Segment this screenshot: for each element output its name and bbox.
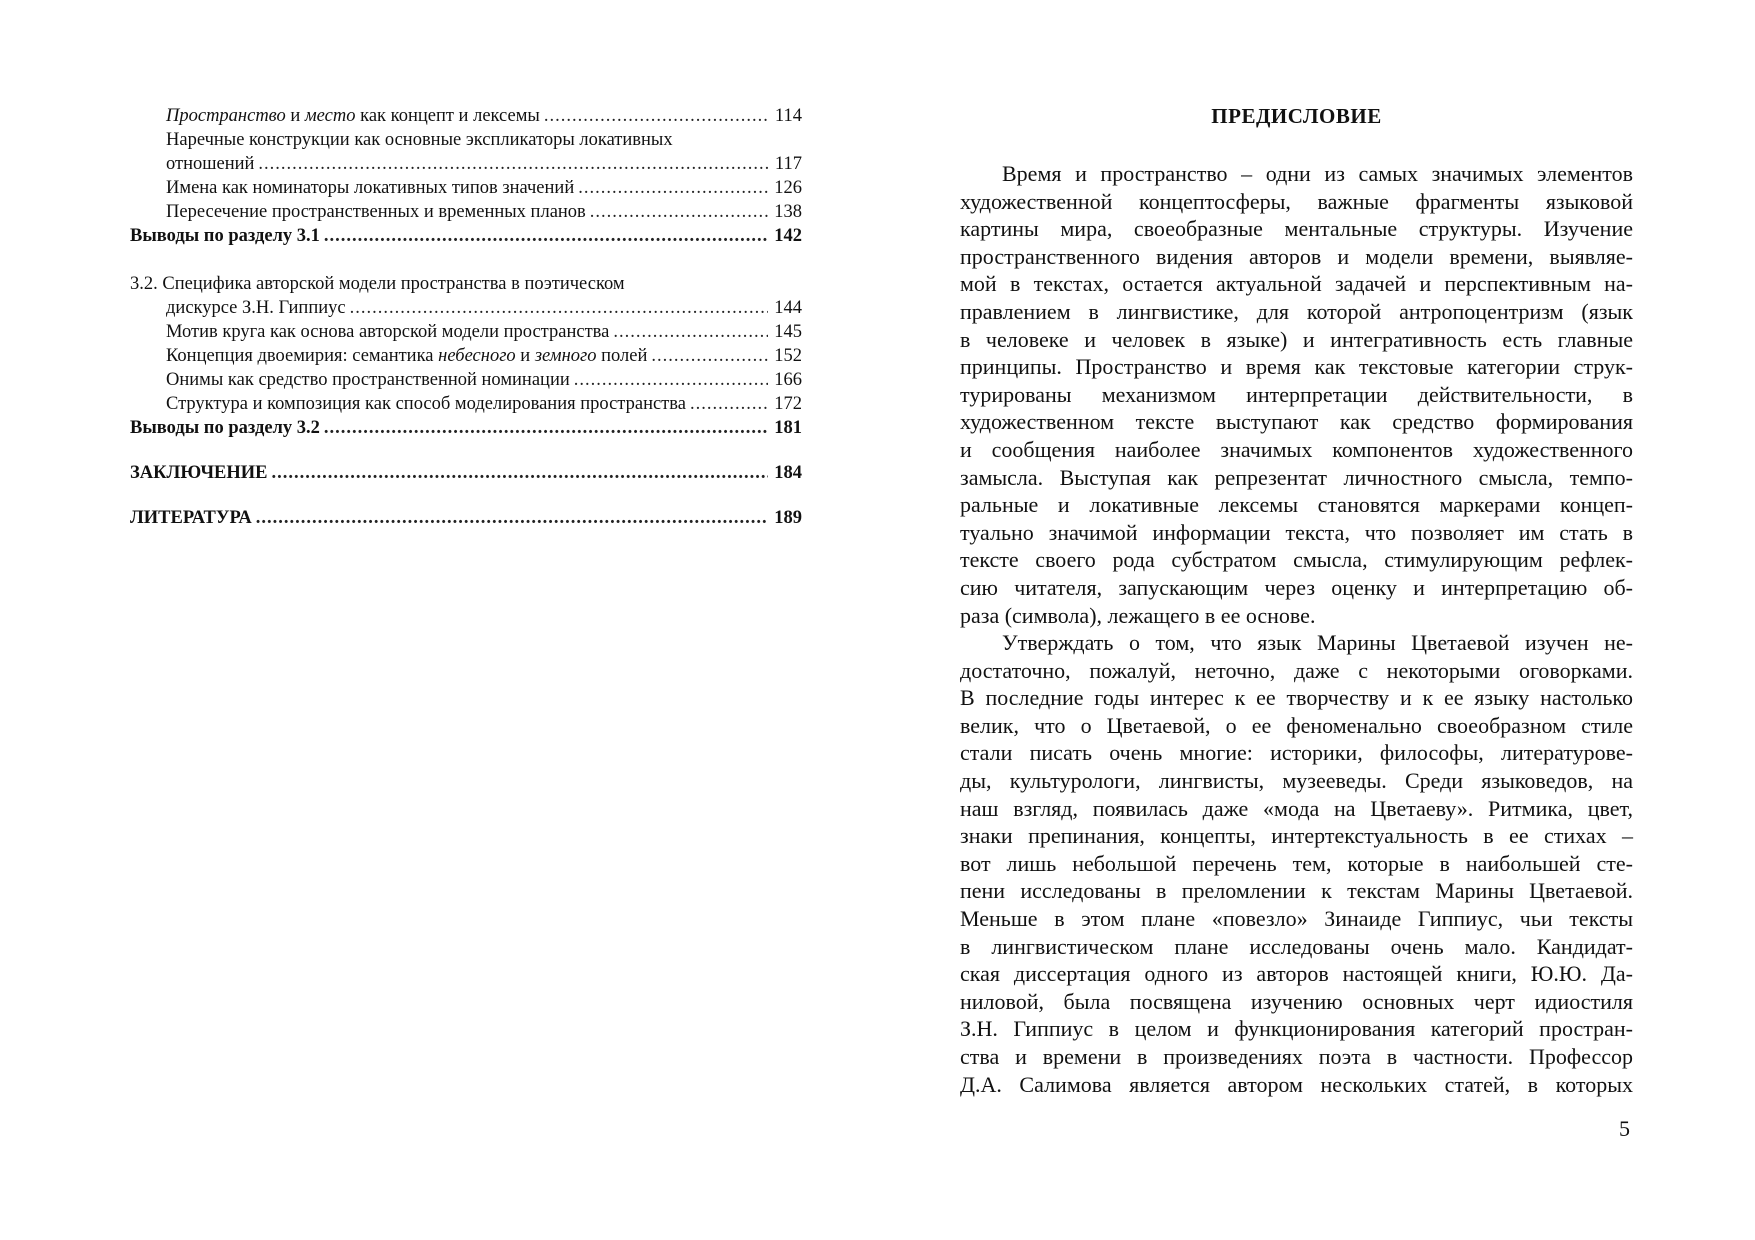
- paragraph-line: ства и времени в произведениях поэта в частности. Профессор: [960, 1044, 1633, 1069]
- toc-entry[interactable]: [130, 296, 802, 320]
- page-number: 5: [1619, 1116, 1630, 1141]
- toc-page-number: 145: [774, 322, 802, 342]
- paragraph-line: в лингвистическом плане исследованы очень мало. Кандидат-: [960, 933, 1633, 959]
- paragraph-line: велик, что о Цветаевой, о ее феноменально своеобразном стиле: [960, 712, 1633, 738]
- paragraph-line: Д.А. Салимова является автором нескольких статей, в которых: [960, 1071, 1633, 1097]
- toc-entry[interactable]: [130, 200, 802, 224]
- leader-dots: [324, 224, 768, 248]
- toc-page-number: 172: [774, 394, 802, 414]
- preface-heading-row: [0, 104, 1755, 129]
- toc-entry-title: Выводы по разделу 3.2: [130, 418, 320, 438]
- paragraph-line: пени исследованы в преломлении к текстам Марины Цветаевой.: [960, 878, 1633, 904]
- paragraph-line: пространственного видения авторов и модели времени, выявляе-: [960, 243, 1633, 269]
- paragraph-line: ральные и локативные лексемы становятся маркерами концеп-: [960, 492, 1633, 518]
- paragraph-line: турированы механизмом интерпретации действительности, в: [960, 381, 1633, 407]
- toc-entry-conclusion[interactable]: [130, 461, 802, 485]
- toc-page-number: 114: [774, 106, 802, 126]
- paragraph-line: в человеке и человек в языке) и интегративность есть главные: [960, 326, 1633, 352]
- paragraph-line: достаточно, пожалуй, неточно, даже с некоторыми оговорками.: [960, 657, 1633, 683]
- toc-entry-title: отношений: [166, 154, 255, 174]
- spacer: [130, 248, 802, 272]
- paragraph-line: знаки препинания, концепты, интертекстуальность в ее стихах –: [960, 823, 1633, 849]
- toc-page-number: 189: [774, 508, 802, 528]
- toc-entry-title: Мотив круга как основа авторской модели пространства: [166, 322, 610, 342]
- paragraph-line: Утверждать о том, что язык Марины Цветаевой изучен не-: [1002, 630, 1633, 656]
- table-of-contents: [130, 104, 802, 530]
- paragraph-line: З.Н. Гиппиус в целом и функционирования категорий простран-: [960, 1016, 1633, 1042]
- toc-entry-title: Концепция двоемирия: семантика небесного и земного полей: [166, 346, 648, 366]
- paragraph-line: сию читателя, запускающим через оценку и интерпретацию об-: [960, 574, 1633, 600]
- toc-entry-conclusions[interactable]: [130, 224, 802, 248]
- paragraph-line: наш взгляд, появилась даже «мода на Цветаеву». Ритмика, цвет,: [960, 795, 1633, 821]
- toc-page-number: 142: [774, 226, 802, 246]
- leader-dots: [256, 506, 768, 530]
- paragraph-line: художественном тексте выступают как средство формирования: [960, 409, 1633, 435]
- paragraph-line: раза (символа), лежащего в ее основе.: [960, 602, 1316, 628]
- toc-entry-title: Выводы по разделу 3.1: [130, 226, 320, 246]
- toc-page-number: 144: [774, 298, 802, 318]
- toc-entry-title: ЗАКЛЮЧЕНИЕ: [130, 463, 268, 483]
- toc-entry[interactable]: [130, 320, 802, 344]
- toc-entry[interactable]: [130, 344, 802, 368]
- toc-entry[interactable]: [130, 392, 802, 416]
- paragraph-line: правлением в лингвистике, для которой антропоцентризм (язык: [960, 298, 1633, 324]
- leader-dots: [350, 296, 768, 320]
- paragraph-line: мой в текстах, остается актуальной задачей и перспективным на-: [960, 271, 1633, 297]
- toc-entry-title: ЛИТЕРАТУРА: [130, 508, 252, 528]
- leader-dots: [272, 461, 769, 485]
- toc-page-number: 152: [774, 346, 802, 366]
- leader-dots: [258, 152, 768, 176]
- paragraph-line: и сообщения наиболее значимых компонентов художественного: [960, 436, 1633, 462]
- page-title: ПРЕДИСЛОВИЕ: [1211, 104, 1382, 128]
- paragraph-line: картины мира, своеобразные ментальные структуры. Изучение: [960, 216, 1633, 242]
- leader-dots: [324, 416, 768, 440]
- paragraph-line: туально значимой информации текста, что позволяет им стать в: [960, 519, 1633, 545]
- paragraph-line: ниловой, была посвящена изучению основных черт идиостиля: [960, 988, 1633, 1014]
- leader-dots: [690, 392, 768, 416]
- toc-entry-title-line[interactable]: 3.2. Специфика авторской модели пространства в поэтическом: [130, 274, 625, 294]
- leader-dots: [578, 176, 768, 200]
- toc-page-number: 138: [774, 202, 802, 222]
- paragraph-line: ская диссертация одного из авторов настоящей книги, Ю.Ю. Да-: [960, 961, 1633, 987]
- toc-page-number: 117: [774, 154, 802, 174]
- leader-dots: [613, 320, 768, 344]
- leader-dots: [651, 344, 768, 368]
- toc-page-number: 126: [774, 178, 802, 198]
- toc-entry-title: Онимы как средство пространственной номинации: [166, 370, 570, 390]
- paragraph-line: стали писать очень многие: историки, философы, литературове-: [960, 740, 1633, 766]
- paragraph-line: В последние годы интерес к ее творчеству и к ее языку настолько: [960, 685, 1633, 711]
- toc-entry-title: Пересечение пространственных и временных планов: [166, 202, 586, 222]
- paragraph-line: вот лишь небольшой перечень тем, которые в наибольшей сте-: [960, 850, 1633, 876]
- preface-body: [960, 160, 1633, 1098]
- leader-dots: [574, 368, 768, 392]
- toc-entry-conclusions[interactable]: [130, 416, 802, 440]
- toc-entry-title: дискурсе З.Н. Гиппиус: [166, 298, 346, 318]
- toc-page-number: 184: [774, 463, 802, 483]
- paragraph-line: тексте своего рода субстратом смысла, стимулирующим рефлек-: [960, 547, 1633, 573]
- toc-entry-title: Пространство и место как концепт и лексемы: [166, 106, 540, 126]
- toc-entry[interactable]: [130, 368, 802, 392]
- paragraph-line: замысла. Выступая как репрезентат личностного смысла, темпо-: [960, 464, 1633, 490]
- toc-page-number: 166: [774, 370, 802, 390]
- toc-entry-title-line[interactable]: Наречные конструкции как основные экспликаторы локативных: [166, 130, 673, 150]
- paragraph-line: художественной концептосферы, важные фрагменты языковой: [960, 188, 1633, 214]
- paragraph-line: ды, культурологи, лингвисты, музееведы. Среди языковедов, на: [960, 768, 1633, 794]
- paragraph-line: Меньше в этом плане «повезло» Зинаиде Гиппиус, чьи тексты: [960, 906, 1633, 932]
- leader-dots: [590, 200, 768, 224]
- spacer: [130, 485, 802, 506]
- paragraph-line: принципы. Пространство и время как текстовые категории струк-: [960, 354, 1633, 380]
- toc-entry-title: Имена как номинаторы локативных типов значений: [166, 178, 575, 198]
- toc-page-number: 181: [774, 418, 802, 438]
- toc-entry[interactable]: [130, 152, 802, 176]
- toc-entry-title: Структура и композиция как способ моделирования пространства: [166, 394, 686, 414]
- toc-entry[interactable]: [130, 176, 802, 200]
- toc-entry-literature[interactable]: [130, 506, 802, 530]
- paragraph-line: Время и пространство – одни из самых значимых элементов: [1002, 161, 1633, 186]
- spacer: [130, 440, 802, 461]
